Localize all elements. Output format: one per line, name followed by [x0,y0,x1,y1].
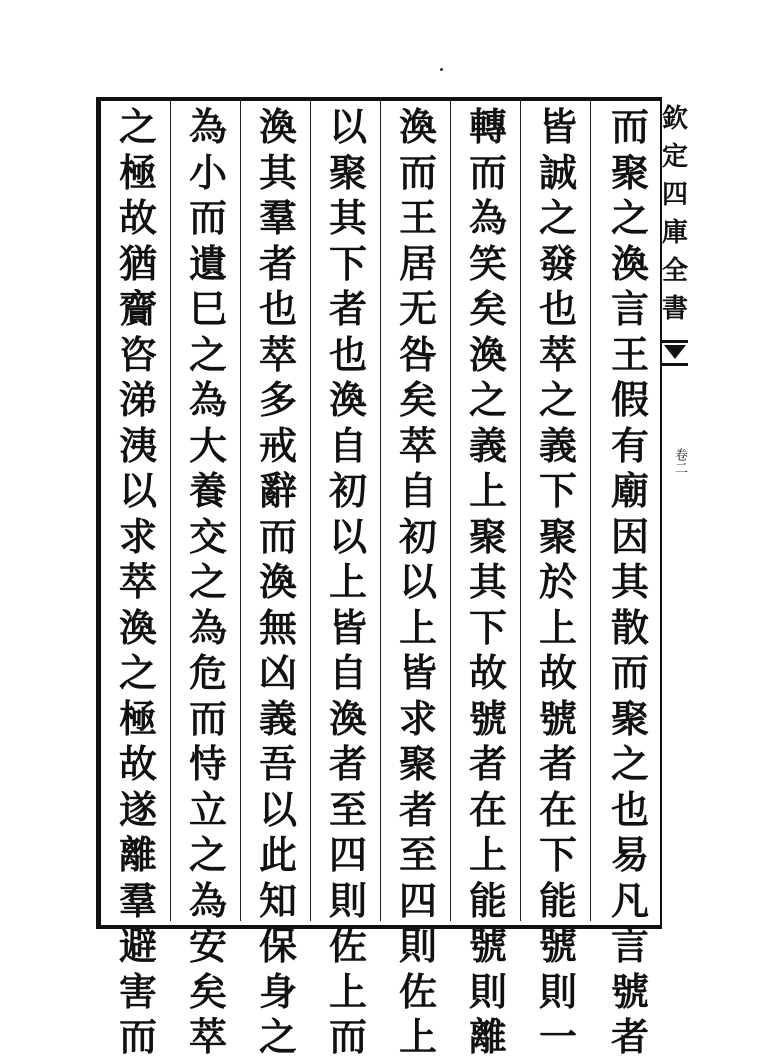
glyph: 能 [468,877,507,923]
glyph: 巳 [188,286,227,331]
glyph: 聚 [538,513,577,559]
glyph: 皆 [328,604,367,650]
glyph: 保 [258,923,297,968]
glyph: 者 [398,786,437,832]
glyph: 者 [468,741,507,786]
glyph: 之 [188,832,227,877]
glyph: 萃 [118,559,157,604]
glyph: 之 [610,741,649,786]
text-column-6 [252,104,304,1059]
glyph: 佐 [398,968,437,1014]
glyph: 為 [188,604,227,650]
text-column-1 [604,104,656,1059]
volume-label: 卷二 [672,448,687,474]
glyph: 凶 [258,650,297,695]
glyph: 此 [258,832,297,877]
glyph: 號 [538,923,577,968]
glyph: 則 [328,877,367,923]
glyph: 下 [328,240,367,286]
glyph: 者 [328,741,367,786]
glyph: 渙 [610,240,649,286]
glyph: 也 [258,286,297,331]
glyph: 故 [538,650,577,695]
text-column-4 [392,104,444,1059]
glyph: 交 [188,513,227,559]
glyph: 下 [468,604,507,650]
glyph: 而 [468,149,507,195]
glyph: 其 [328,195,367,240]
column-rule [310,97,311,921]
glyph: 聚 [328,149,367,195]
glyph: 上 [328,559,367,604]
glyph: 遺 [188,240,227,286]
glyph: 號 [468,923,507,968]
glyph: 王 [610,331,649,377]
glyph: 小 [188,149,227,195]
glyph: 渙 [258,559,297,604]
glyph: 以 [398,559,437,604]
glyph: 為 [188,877,227,923]
glyph: 則 [398,923,437,968]
glyph: 養 [188,468,227,513]
glyph: 遂 [118,786,157,832]
glyph: 之 [538,377,577,422]
glyph: 發 [538,240,577,286]
column-rule [170,97,171,921]
glyph: 笑 [468,240,507,286]
column-rule [450,97,451,921]
glyph: 義 [258,695,297,741]
glyph: 無 [258,604,297,650]
text-column-2 [532,104,584,1059]
glyph: 聚 [610,695,649,741]
glyph: 羣 [258,195,297,240]
glyph: 初 [398,513,437,559]
glyph: 避 [118,923,157,968]
glyph: 四 [398,877,437,923]
glyph: 號 [468,695,507,741]
glyph: 至 [328,786,367,832]
glyph: 身 [258,968,297,1014]
glyph: 書 [661,294,688,324]
glyph: 者 [258,240,297,286]
glyph: 號 [538,695,577,741]
glyph: 言 [610,923,649,968]
glyph: 而 [188,195,227,240]
glyph: 羣 [118,877,157,923]
text-column-3 [462,104,514,1059]
glyph: 矣 [398,377,437,422]
glyph: 離 [118,832,157,877]
glyph: 全 [661,256,688,286]
glyph: 號 [610,968,649,1014]
glyph: 則 [468,968,507,1014]
glyph: 而 [258,513,297,559]
glyph: 辭 [258,468,297,513]
glyph: 害 [118,968,157,1014]
glyph: 而 [118,1014,157,1059]
glyph: 極 [118,695,157,741]
paper-speck [440,68,443,71]
glyph: 之 [258,1014,297,1059]
glyph: 咎 [398,331,437,377]
glyph: 而 [610,104,649,149]
glyph: 者 [538,741,577,786]
glyph: 矣 [468,286,507,331]
glyph: 在 [468,786,507,832]
glyph: 之 [468,377,507,422]
glyph: 求 [398,695,437,741]
glyph: 佐 [328,923,367,968]
glyph: 上 [398,604,437,650]
glyph: 萃 [188,1014,227,1059]
glyph: 自 [398,468,437,513]
glyph: 猶 [118,240,157,286]
glyph: 渙 [118,604,157,650]
glyph: 吾 [258,741,297,786]
glyph: 上 [468,832,507,877]
glyph: 之 [118,104,157,149]
glyph: 渙 [398,104,437,149]
glyph: 洟 [118,422,157,468]
glyph: 廟 [610,468,649,513]
glyph: 求 [118,513,157,559]
glyph: 立 [188,786,227,832]
glyph: 者 [610,1014,649,1059]
glyph: 也 [610,786,649,832]
column-rule [380,97,381,921]
glyph: 渙 [468,331,507,377]
glyph: 渙 [328,377,367,422]
glyph: 大 [188,422,227,468]
glyph: 上 [538,604,577,650]
glyph: 聚 [398,741,437,786]
text-column-8 [112,104,164,1059]
glyph: 自 [328,422,367,468]
glyph: 之 [118,650,157,695]
glyph: 咨 [118,331,157,377]
glyph: 能 [538,877,577,923]
glyph: 知 [258,877,297,923]
glyph: 義 [468,422,507,468]
glyph: 誠 [538,149,577,195]
glyph: 渙 [258,104,297,149]
glyph: 恃 [188,741,227,786]
fishtail-ornament-icon [662,340,688,366]
glyph: 萃 [398,422,437,468]
glyph: 定 [661,142,688,172]
glyph: 為 [468,195,507,240]
glyph: 極 [118,149,157,195]
glyph: 居 [398,240,437,286]
glyph: 以 [118,468,157,513]
glyph: 其 [610,559,649,604]
book-title [660,100,690,340]
glyph: 自 [328,650,367,695]
glyph: 則 [538,968,577,1014]
glyph: 戒 [258,422,297,468]
glyph: 假 [610,377,649,422]
glyph: 在 [538,786,577,832]
glyph: 皆 [398,650,437,695]
glyph: 也 [328,331,367,377]
glyph: 上 [328,968,367,1014]
glyph: 四 [661,180,688,210]
glyph: 其 [468,559,507,604]
glyph: 以 [328,513,367,559]
glyph: 於 [538,559,577,604]
glyph: 齎 [118,286,157,331]
glyph: 一 [538,1014,577,1059]
column-rule [590,97,591,921]
glyph: 之 [538,195,577,240]
text-column-7 [182,104,234,1059]
column-rule [520,97,521,921]
glyph: 庫 [661,218,688,248]
glyph: 多 [258,377,297,422]
glyph: 離 [468,1014,507,1059]
glyph: 皆 [538,104,577,149]
glyph: 為 [188,377,227,422]
glyph: 初 [328,468,367,513]
glyph: 萃 [538,331,577,377]
glyph: 言 [610,286,649,331]
glyph: 易 [610,832,649,877]
glyph: 萃 [258,331,297,377]
column-rule [240,97,241,921]
glyph: 以 [328,104,367,149]
glyph: 安 [188,923,227,968]
glyph: 上 [468,468,507,513]
glyph: 无 [398,286,437,331]
glyph: 而 [398,149,437,195]
glyph: 因 [610,513,649,559]
glyph: 散 [610,604,649,650]
glyph: 聚 [468,513,507,559]
glyph: 有 [610,422,649,468]
glyph: 四 [328,832,367,877]
glyph: 之 [610,195,649,240]
glyph: 而 [188,695,227,741]
glyph: 之 [188,331,227,377]
glyph: 也 [538,286,577,331]
glyph: 下 [538,832,577,877]
glyph: 故 [468,650,507,695]
glyph: 危 [188,650,227,695]
glyph: 故 [118,741,157,786]
glyph: 涕 [118,377,157,422]
glyph: 轉 [468,104,507,149]
glyph: 矣 [188,968,227,1014]
glyph: 其 [258,149,297,195]
glyph: 者 [328,286,367,331]
glyph: 渙 [328,695,367,741]
glyph: 而 [328,1014,367,1059]
glyph: 而 [610,650,649,695]
glyph: 王 [398,195,437,240]
glyph: 之 [188,559,227,604]
glyph: 下 [538,468,577,513]
glyph: 為 [188,104,227,149]
glyph: 至 [398,832,437,877]
text-column-5 [322,104,374,1059]
glyph: 凡 [610,877,649,923]
glyph: 義 [538,422,577,468]
glyph: 聚 [610,149,649,195]
glyph: 故 [118,195,157,240]
glyph: 欽 [661,104,688,134]
glyph: 上 [398,1014,437,1059]
glyph: 以 [258,786,297,832]
